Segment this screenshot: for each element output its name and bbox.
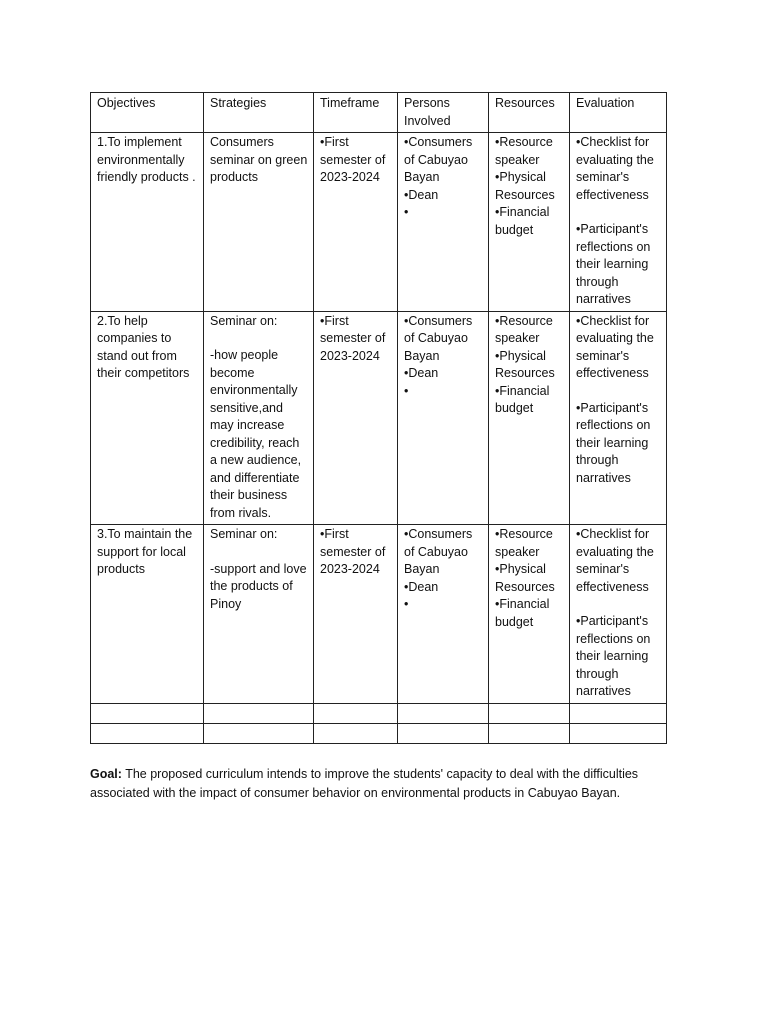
- list-item: •Financial budget: [495, 205, 550, 237]
- table-row: [91, 525, 667, 704]
- list-item: •: [404, 597, 409, 611]
- list-item: •Financial budget: [495, 597, 550, 629]
- list-item: •Physical Resources: [495, 170, 555, 202]
- list-item: •Checklist for evaluating the seminar's effectiveness: [576, 135, 654, 202]
- strategy-detail: -support and love the products of Pinoy: [210, 561, 307, 611]
- list-item: •Resource speaker: [495, 527, 553, 559]
- evaluation-cell: [570, 133, 667, 312]
- objective-cell: 2.To help companies to stand out from their competitors: [91, 311, 204, 525]
- timeframe-cell: •First semester of 2023-2024: [314, 311, 398, 525]
- evaluation-cell: [570, 311, 667, 525]
- list-item: •Dean: [404, 366, 439, 380]
- goal-label: Goal:: [90, 766, 122, 781]
- list-item: •Physical Resources: [495, 562, 555, 594]
- strategy-title: Seminar on:: [210, 313, 278, 328]
- persons-cell: [398, 525, 489, 704]
- strategy-cell: Consumers seminar on green products: [204, 133, 314, 312]
- resources-cell: [489, 311, 570, 525]
- list-item: •Consumers of Cabuyao Bayan: [404, 527, 473, 576]
- strategy-detail: -how people become environmentally sensitive,and may increase credibility, reach a new audience, and differentiate their business from rivals.: [210, 348, 302, 520]
- strategy-cell: [204, 311, 314, 525]
- header-objectives: Objectives: [91, 93, 204, 133]
- resources-cell: [489, 525, 570, 704]
- list-item: •Resource speaker: [495, 135, 553, 167]
- list-item: •Checklist for evaluating the seminar's effectiveness: [576, 313, 654, 380]
- goal-text: The proposed curriculum intends to improve the students' capacity to deal with the difficulties associated with the impact of consumer behavior on environmental products in Cabuyao Bayan.: [90, 766, 639, 800]
- table-row: [91, 311, 667, 525]
- header-strategies: Strategies: [204, 93, 314, 133]
- strategy-title: Seminar on:: [210, 527, 278, 541]
- header-resources: Resources: [489, 93, 570, 133]
- list-item: •Consumers of Cabuyao Bayan: [404, 135, 473, 184]
- table-row: [91, 133, 667, 312]
- empty-table-row: [91, 723, 667, 743]
- list-item: •Participant's reflections on their learning through narratives: [576, 400, 651, 485]
- list-item: •: [404, 205, 409, 219]
- table-header-row: [91, 93, 667, 133]
- persons-cell: [398, 133, 489, 312]
- strategy-cell: [204, 525, 314, 704]
- list-item: •Dean: [404, 579, 439, 594]
- header-timeframe: Timeframe: [314, 93, 398, 133]
- list-item: •: [404, 383, 409, 398]
- resources-cell: [489, 133, 570, 312]
- list-item: •Financial budget: [495, 383, 550, 415]
- header-persons-involved: Persons Involved: [398, 93, 489, 133]
- list-item: •Dean: [404, 187, 439, 202]
- list-item: •Resource speaker: [495, 313, 553, 345]
- timeframe-cell: •First semester of 2023-2024: [314, 525, 398, 704]
- objective-cell: 3.To maintain the support for local products: [91, 525, 204, 704]
- header-evaluation: Evaluation: [570, 93, 667, 133]
- list-item: •Participant's reflections on their learning through narratives: [576, 222, 651, 306]
- empty-table-row: [91, 703, 667, 723]
- evaluation-cell: [570, 525, 667, 704]
- timeframe-cell: •First semester of 2023-2024: [314, 133, 398, 312]
- objective-cell: 1.To implement environmentally friendly products .: [91, 133, 204, 312]
- action-plan-table: [90, 92, 667, 744]
- goal-statement: [90, 765, 670, 803]
- persons-cell: [398, 311, 489, 525]
- list-item: •Checklist for evaluating the seminar's effectiveness: [576, 527, 654, 594]
- list-item: •Participant's reflections on their learning through narratives: [576, 614, 651, 698]
- list-item: •Consumers of Cabuyao Bayan: [404, 313, 473, 363]
- list-item: •Physical Resources: [495, 348, 555, 380]
